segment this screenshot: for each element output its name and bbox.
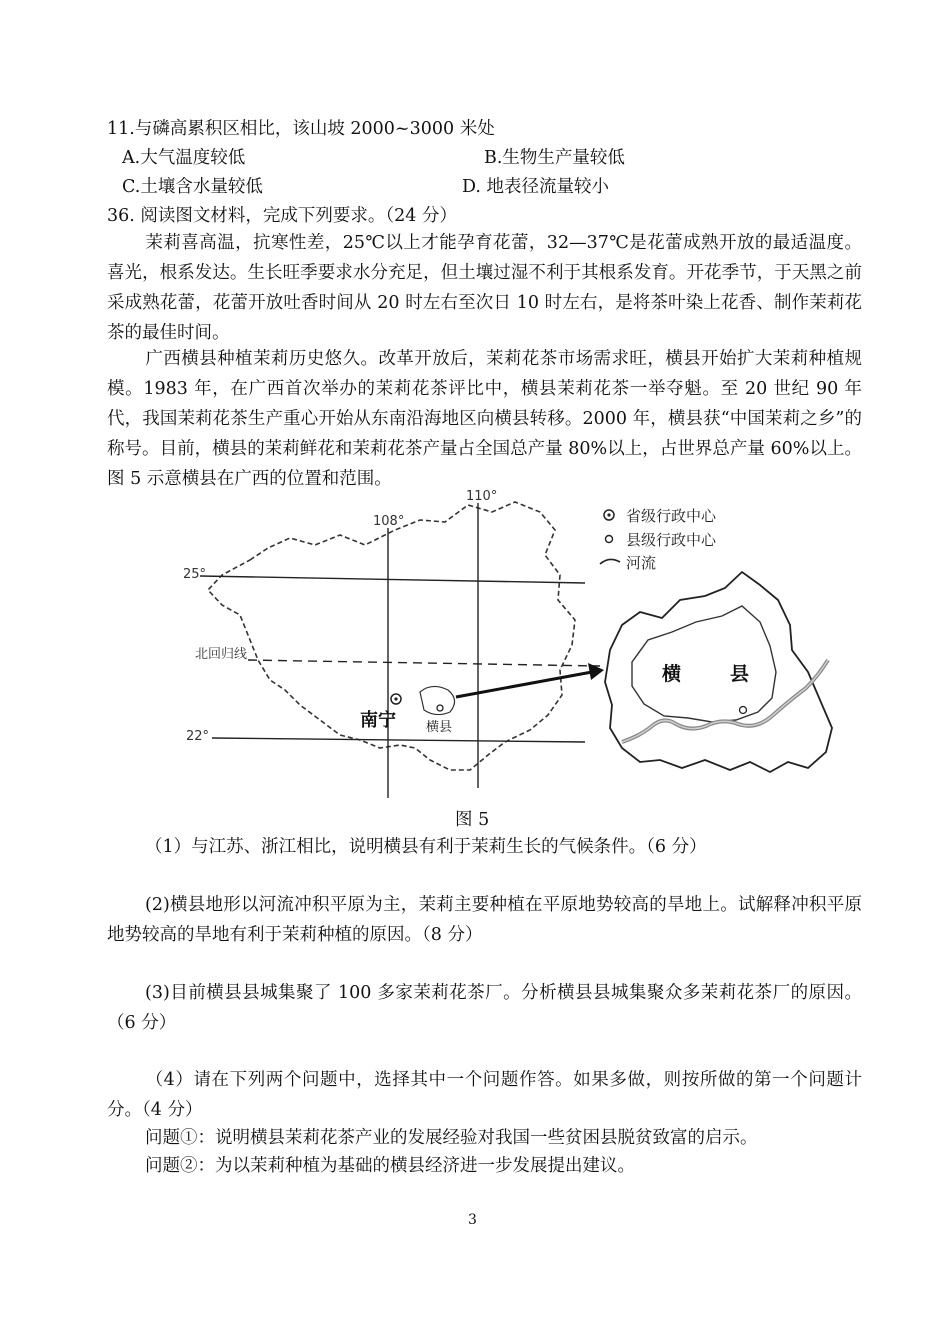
hengxian-town-icon: [740, 707, 747, 714]
river-highlight: [622, 660, 828, 742]
problem-1: 问题①：说明横县茉莉花茶产业的发展经验对我国一些贫困县脱贫致富的启示。: [145, 1128, 758, 1148]
county-char-2: 县: [730, 663, 750, 685]
lat-25-label: 25°: [183, 567, 207, 582]
hengxian-inner-outline: [632, 606, 776, 722]
figure-caption: 图 5: [455, 810, 490, 830]
sub-question-3: [107, 978, 862, 1038]
sub-question-3-text: (3)目前横县县城集聚了 100 多家茉莉花茶厂。分析横县县城集聚众多茉莉花茶厂的原因。（6 分）: [107, 983, 862, 1033]
sub-question-2-text: (2)横县地形以河流冲积平原为主，茉莉主要种植在平原地势较高的旱地上。试解释冲积平原地势较高的旱地有利于茉莉种植的原因。（8 分）: [107, 895, 862, 945]
tropic-label: 北回归线: [195, 647, 248, 662]
lon-110-label: 110°: [466, 489, 498, 504]
q11-option-c: C.土壤含水量较低: [122, 177, 263, 197]
sub-question-1: （1）与江苏、浙江相比，说明横县有利于茉莉生长的气候条件。（6 分）: [145, 837, 707, 857]
legend-river-label: 河流: [626, 554, 657, 572]
lon-108-label: 108°: [373, 514, 405, 529]
hengxian-county-outline: [605, 572, 832, 772]
hengxian-small-label: 横县: [426, 720, 453, 735]
q36-title: 36. 阅读图文材料，完成下列要求。（24 分）: [107, 206, 457, 226]
q11-stem: 11.与磷高累积区相比，该山坡 2000~3000 米处: [107, 119, 495, 139]
sub-question-2: [107, 890, 862, 950]
q11-option-d: D. 地表径流量较小: [462, 177, 610, 197]
q36-paragraph-1-text: 茉莉喜高温，抗寒性差，25℃以上才能孕育花蕾，32—37℃是花蕾成熟开放的最适温度。喜光，根系发达。生长旺季要求水分充足，但土壤过湿不利于其根系发育。开花季节，于天黑之前采成熟花蕾，花蕾开放吐香时间从 20 时左右至次日 10 时左右，是将茶叶染上花香、制作茉莉花茶的最佳时间。: [107, 233, 862, 343]
page-number: 3: [468, 1212, 477, 1228]
pointer-arrow-line: [456, 672, 592, 697]
lat-22-label: 22°: [186, 729, 210, 744]
q11-option-b: B.生物生产量较低: [484, 148, 625, 168]
sub-question-4-text: （4）请在下列两个问题中，选择其中一个问题作答。如果多做，则按所做的第一个问题计分。（4 分）: [107, 1070, 862, 1120]
legend-county-icon: [606, 536, 613, 543]
provincial-center-dot: [394, 697, 397, 700]
legend-county-label: 县级行政中心: [626, 531, 717, 549]
county-char-1: 横: [662, 663, 682, 685]
q11-option-a: A.大气温度较低: [122, 148, 246, 168]
q36-paragraph-2-text: 广西横县种植茉莉历史悠久。改革开放后，茉莉花茶市场需求旺，横县开始扩大茉莉种植规模。1983 年，在广西首次举办的茉莉花茶评比中，横县茉莉花茶一举夺魁。至 20 世纪 90 年代，我国茉莉花茶生产重心开始从东南沿海地区向横县转移。2000 年，横县获“中国茉莉之乡”的称号。目前，横县的茉莉鲜花和茉莉花茶产量占全国总产量 80%以上，占世界总产量 60%以上。图 5 示意横县在广西的位置和范围。: [107, 349, 862, 489]
latitude-22-line: [212, 738, 585, 742]
tropic-line: [248, 660, 600, 666]
problem-2: 问题②：为以茉莉种植为基础的横县经济进一步发展提出建议。: [145, 1156, 635, 1176]
sub-question-4: [107, 1065, 862, 1125]
river-line: [622, 660, 828, 742]
latitude-25-line: [200, 576, 585, 583]
legend-river-icon: [600, 559, 620, 564]
legend-provincial-dot: [607, 513, 610, 516]
county-center-icon: [437, 705, 443, 711]
legend-provincial-label: 省级行政中心: [626, 507, 717, 525]
nanning-label: 南宁: [360, 710, 396, 731]
